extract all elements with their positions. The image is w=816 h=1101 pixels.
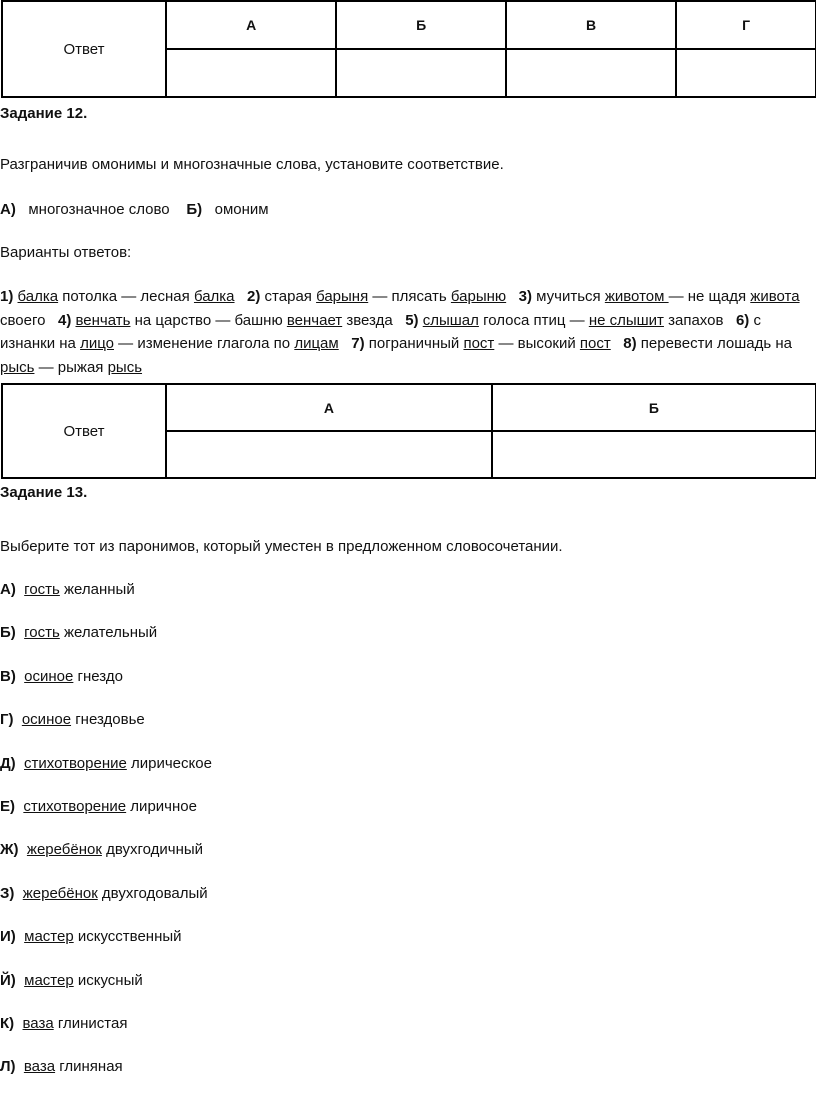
variant-word: рысь	[107, 358, 143, 376]
paronym-item	[0, 971, 143, 991]
task-12-instruction: Разграничив омонимы и многозначные слова, установите соответствие.	[0, 156, 504, 173]
paronym-item	[0, 1057, 123, 1077]
column-header: А	[166, 1, 336, 49]
variant-number: 5)	[405, 311, 419, 329]
paronym-item	[0, 1014, 127, 1034]
variant-number: 6)	[735, 311, 750, 329]
paronym-item	[0, 623, 157, 643]
variant-word: венчает	[286, 311, 343, 329]
option-text: омоним	[214, 201, 269, 218]
variant-word: барыня	[316, 288, 369, 305]
variant-number: 2)	[247, 288, 261, 305]
answer-cell[interactable]	[166, 49, 336, 97]
item-letter: Е)	[0, 798, 15, 815]
task-12-title: Задание 12.	[0, 105, 88, 122]
paronym-item	[0, 580, 135, 600]
option-letter: Б)	[186, 201, 203, 218]
item-rest: глиняная	[55, 1058, 123, 1076]
item-letter: А)	[0, 581, 16, 598]
item-word: мастер	[24, 971, 74, 989]
item-rest: искусный	[73, 971, 143, 989]
item-rest: лирическое	[126, 754, 212, 772]
variant-number: 1)	[0, 288, 14, 305]
variant-text: — не щадя	[668, 288, 751, 305]
paronym-item	[0, 754, 212, 774]
variant-text: — высокий	[494, 335, 580, 352]
variant-word: венчать	[75, 311, 131, 329]
answer-label: Ответ	[2, 384, 166, 478]
item-word: жеребёнок	[26, 841, 102, 859]
paronym-item	[0, 797, 197, 817]
item-letter: К)	[0, 1015, 15, 1032]
item-rest: желательный	[59, 624, 158, 642]
variant-text: голоса птиц —	[478, 311, 589, 329]
variants-paragraph	[0, 285, 812, 379]
item-letter: Ж)	[0, 841, 19, 859]
item-rest: гнездовье	[71, 711, 145, 729]
item-word: ваза	[22, 1015, 54, 1032]
item-word: жеребёнок	[22, 884, 98, 902]
variant-word: рысь	[0, 358, 35, 376]
variant-word: животом	[604, 288, 669, 305]
item-letter: Л)	[0, 1058, 16, 1076]
answer-cell[interactable]	[166, 431, 492, 478]
item-letter: Б)	[0, 624, 16, 642]
variant-word: пост	[463, 335, 495, 352]
variant-text: своего	[0, 311, 46, 329]
column-header: А	[166, 384, 492, 431]
item-letter: И)	[0, 928, 16, 946]
item-letter: З)	[0, 884, 15, 902]
variant-number: 7)	[351, 335, 365, 352]
variant-text: — изменение глагола по	[113, 335, 295, 352]
variant-text: старая	[260, 288, 317, 305]
variant-text: с изнанки на	[0, 311, 761, 352]
option-text: многозначное слово	[28, 201, 170, 218]
item-word: гость	[24, 624, 60, 642]
variant-word: не слышит	[588, 311, 664, 329]
column-header: Б	[336, 1, 506, 49]
variant-text: пограничный	[364, 335, 464, 352]
column-header: В	[506, 1, 676, 49]
paronym-item	[0, 884, 208, 904]
task-12-options	[0, 200, 269, 220]
item-rest: гнездо	[73, 667, 123, 685]
answer-table-1	[1, 0, 816, 98]
option-letter: А)	[0, 201, 16, 218]
column-header: Г	[676, 1, 816, 49]
item-word: гость	[24, 581, 60, 598]
variant-text: — плясать	[368, 288, 451, 305]
variant-word: балка	[193, 288, 235, 305]
answer-cell[interactable]	[676, 49, 816, 97]
column-header: Б	[492, 384, 816, 431]
item-word: мастер	[24, 928, 74, 946]
variant-word: барыню	[450, 288, 507, 305]
variant-text: запахов	[663, 311, 724, 329]
item-rest: искусственный	[73, 928, 182, 946]
task-13-instruction: Выберите тот из паронимов, который уместен в предложенном словосочетании.	[0, 538, 563, 555]
item-word: осиное	[21, 711, 72, 729]
variant-text: перевести лошадь на	[636, 335, 792, 352]
answer-table-2	[1, 383, 816, 479]
variant-number: 4)	[57, 311, 72, 329]
variant-word: пост	[579, 335, 611, 352]
item-word: стихотворение	[23, 798, 127, 815]
item-letter: Г)	[0, 711, 14, 729]
item-letter: Й)	[0, 971, 16, 989]
variant-word: живота	[750, 288, 800, 305]
variant-number: 8)	[623, 335, 637, 352]
answer-cell[interactable]	[506, 49, 676, 97]
paronym-item	[0, 667, 123, 687]
task-13-title: Задание 13.	[0, 484, 88, 501]
variant-text: звезда	[342, 311, 393, 329]
answer-label: Ответ	[2, 1, 166, 97]
item-rest: глинистая	[53, 1015, 128, 1032]
variant-word: слышал	[422, 311, 479, 329]
item-letter: В)	[0, 667, 16, 685]
variant-word: лицо	[80, 335, 114, 352]
paronym-item	[0, 840, 203, 860]
item-word: осиное	[24, 667, 74, 685]
variant-text: на царство — башню	[130, 311, 287, 329]
item-word: стихотворение	[24, 754, 127, 772]
variant-word: балка	[17, 288, 59, 305]
answer-cell[interactable]	[492, 431, 816, 478]
variant-number: 3)	[518, 288, 533, 305]
item-word: ваза	[23, 1058, 56, 1076]
item-rest: лиричное	[126, 798, 197, 815]
variant-text: потолка — лесная	[58, 288, 194, 305]
item-rest: двухгодичный	[101, 841, 204, 859]
paronym-item	[0, 710, 145, 730]
variant-text: — рыжая	[34, 358, 108, 376]
item-rest: желанный	[59, 581, 135, 598]
variant-word: лицам	[294, 335, 339, 352]
item-rest: двухгодовалый	[97, 884, 208, 902]
variant-text: мучиться	[532, 288, 605, 305]
variants-label: Варианты ответов:	[0, 244, 132, 261]
answer-cell[interactable]	[336, 49, 506, 97]
item-letter: Д)	[0, 754, 16, 772]
paronym-item	[0, 927, 182, 947]
